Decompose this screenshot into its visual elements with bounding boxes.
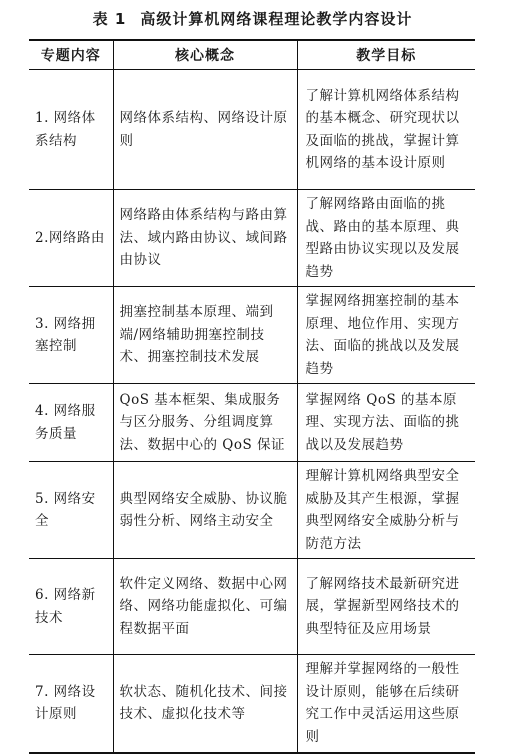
cell-concepts: 网络路由体系结构与路由算法、域内路由协议、域间路由协议 — [113, 190, 297, 287]
table-row — [29, 559, 475, 655]
cell-goals: 掌握网络 QoS 的基本原理、实现方法、面临的挑战以及发展趋势 — [297, 384, 475, 462]
header-topic: 专题内容 — [29, 40, 113, 70]
table-header-row — [29, 40, 475, 70]
cell-goals: 理解计算机网络典型安全威胁及其产生根源，掌握典型网络安全威胁分析与防范方法 — [297, 462, 475, 559]
table-caption — [0, 8, 505, 29]
course-content-table — [29, 39, 475, 754]
cell-goals: 了解网络路由面临的挑战、路由的基本原理、典型路由协议实现以及发展趋势 — [297, 190, 475, 287]
cell-concepts: 软件定义网络、数据中心网络、网络功能虚拟化、可编程数据平面 — [113, 559, 297, 655]
cell-topic: 3. 网络拥塞控制 — [29, 287, 113, 384]
cell-goals: 理解并掌握网络的一般性设计原则，能够在后续研究工作中灵活运用这些原则 — [297, 655, 475, 753]
cell-goals: 掌握网络拥塞控制的基本原理、地位作用、实现方法、面临的挑战以及发展趋势 — [297, 287, 475, 384]
header-concepts: 核心概念 — [113, 40, 297, 70]
cell-concepts: 拥塞控制基本原理、端到端/网络辅助拥塞控制技术、拥塞控制技术发展 — [113, 287, 297, 384]
cell-concepts: 软状态、随机化技术、间接技术、虚拟化技术等 — [113, 655, 297, 753]
table-row — [29, 384, 475, 462]
table-row — [29, 462, 475, 559]
cell-concepts: 典型网络安全威胁、协议脆弱性分析、网络主动安全 — [113, 462, 297, 559]
cell-topic: 2.网络路由 — [29, 190, 113, 287]
table-row — [29, 70, 475, 190]
header-goals: 教学目标 — [297, 40, 475, 70]
cell-topic: 7. 网络设计原则 — [29, 655, 113, 753]
table-number: 表 1 — [92, 10, 127, 28]
cell-topic: 1. 网络体系结构 — [29, 70, 113, 190]
cell-topic: 5. 网络安全 — [29, 462, 113, 559]
table-title: 高级计算机网络课程理论教学内容设计 — [140, 10, 413, 28]
table-row — [29, 655, 475, 753]
cell-topic: 4. 网络服务质量 — [29, 384, 113, 462]
table-row — [29, 190, 475, 287]
table-row — [29, 287, 475, 384]
cell-topic: 6. 网络新技术 — [29, 559, 113, 655]
cell-concepts: 网络体系结构、网络设计原则 — [113, 70, 297, 190]
cell-goals: 了解计算机网络体系结构的基本概念、研究现状以及面临的挑战，掌握计算机网络的基本设计原则 — [297, 70, 475, 190]
cell-goals: 了解网络技术最新研究进展，掌握新型网络技术的典型特征及应用场景 — [297, 559, 475, 655]
cell-concepts: QoS 基本框架、集成服务与区分服务、分组调度算法、数据中心的 QoS 保证 — [113, 384, 297, 462]
